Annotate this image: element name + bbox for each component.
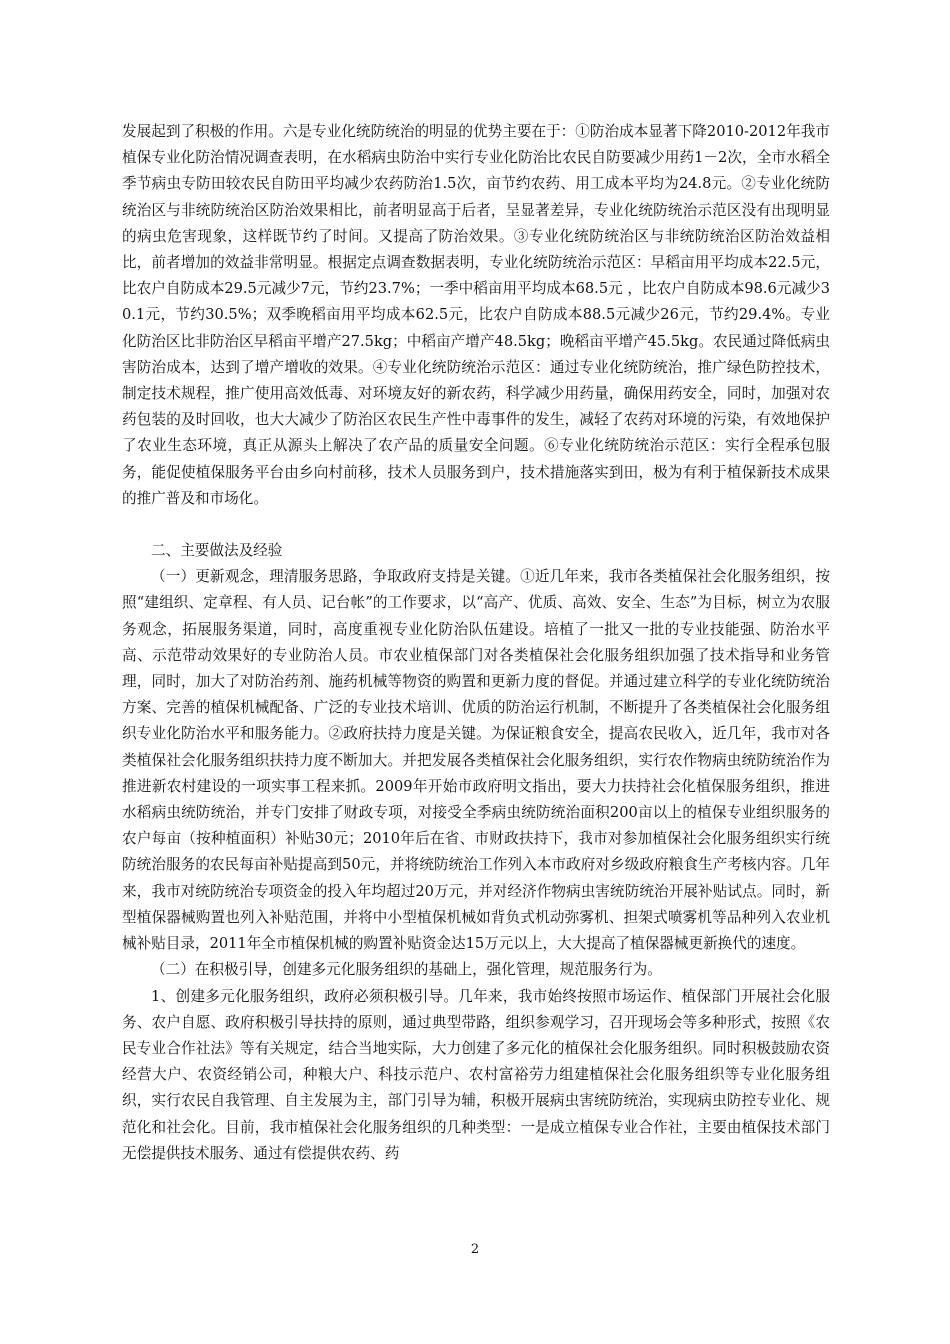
paragraph-update-concepts: （一）更新观念，理清服务思路，争取政府支持是关键。①近几年来，我市各类植保社会化服务组织，按照“建组织、定章程、有人员、记台帐”的工作要求，以“高产、优质、高效、安全、生态”为目标，树立为农服务观念，拓展服务渠道，同时，高度重视专业化防治队伍建设。培植了一批又一批的专业技能强、防治水平高、示范带动效果好的专业防治人员。市农业植保部门对各类植保社会化服务组织加强了技术指导和业务管理，同时，加大了对防治药剂、施药机械等物资的购置和更新力度的督促。并通过建立科学的专业化统防统治方案、完善的植保机械配备、广泛的专业技术培训、优质的防治运行机制，不断提升了各类植保社会化服务组织专业化防治水平和服务能力。②政府扶持力度是关键。为保证粮食安全，提高农民收入，近几年，我市对各类植保社会化服务组织扶持力度不断加大。并把发展各类植保社会化服务组织，实行农作物病虫统防统治作为推进新农村建设的一项实事工程来抓。2009年开始市政府明文指出，要大力扶持社会化植保服务组织，推进水稻病虫统防统治，并专门安排了财政专项，对接受全季病虫统防统治面积200亩以上的植保专业组织服务的农户每亩（按种植面积）补贴30元；2010年后在省、市财政扶持下，我市对参加植保社会化服务组织实行统防统治服务的农民每亩补贴提高到50元，并将统防统治工作列入本市政府对乡级政府粮食生产考核内容。几年来，我市对统防统治专项资金的投入年均超过20万元，并对经济作物病虫害统防统治开展补贴试点。同时，新型植保器械购置也列入补贴范围，并将中小型植保机械如背负式机动弥雾机、担架式喷雾机等品种列入农业机械补贴目录，2011年全市植保机械的购置补贴资金达15万元以上，大大提高了植保器械更新换代的速度。: [122, 568, 830, 953]
document-body: [122, 119, 830, 1167]
page-number: 2: [470, 1242, 480, 1257]
paragraph-subheading-two: （二）在积极引导，创建多元化服务组织的基础上，强化管理，规范服务行为。: [151, 961, 662, 979]
section-heading: 二、主要做法及经验: [151, 542, 283, 560]
paragraph-diversified-organizations: 1、创建多元化服务组织，政府必须积极引导。几年来，我市始终按照市场运作、植保部门开展社会化服务、农户自愿、政府积极引导扶持的原则，通过典型带路，组织参观学习，召开现场会等多种形式，按照《农民专业合作社法》等有关规定，结合当地实际，大力创建了多元化的植保社会化服务组织。同时积极鼓励农资经营大户、农资经销公司，种粮大户、科技示范户、农村富裕劳力组建植保社会化服务组织等专业化服务组织，实行农民自我管理、自主发展为主，部门引导为辅，积极开展病虫害统防统治，实现病虫防控专业化、规范化和社会化。目前，我市植保社会化服务组织的几种类型：一是成立植保专业合作社，主要由植保技术部门无偿提供技术服务、通过有偿提供农药、药: [122, 987, 830, 1162]
paragraph-professional-control-advantages: 发展起到了积极的作用。六是专业化统防统治的明显的优势主要在于：①防治成本显著下降2010-2012年我市植保专业化防治情况调查表明，在水稻病虫防治中实行专业化防治比农民自防要减少用药1－2次，全市水稻全季节病虫专防田较农民自防田平均减少农药防治1.5次，亩节约农药、用工成本平均为24.8元。②专业化统防统治区与非统防统治区防治效果相比，前者明显高于后者，呈显著差异，专业化统防统治示范区没有出现明显的病虫危害现象，这样既节约了时间。又提高了防治效果。③专业化统防统治区与非统防统治区防治效益相比，前者增加的效益非常明显。根据定点调查数据表明，专业化统防统治示范区：早稻亩用平均成本22.5元，比农户自防成本29.5元减少7元，节约23.7%；一季中稻亩用平均成本68.5元 ，比农户自防成本98.6元减少30.1元，节约30.5%；双季晚稻亩用平均成本62.5元，比农户自防成本88.5元减少26元，节约29.4%。专业化防治区比非防治区早稻亩平增产27.5kg；中稻亩产增产48.5kg；晚稻亩平增产45.5kg。农民通过降低病虫害防治成本，达到了增产增收的效果。④专业化统防统治示范区：通过专业化统防统治，推广绿色防控技术，制定技术规程，推广使用高效低毒、对环境友好的新农药，科学减少用药量，确保用药安全，同时，加强对农药包装的及时回收，也大大减少了防治区农民生产性中毒事件的发生，减轻了农药对环境的污染，有效地保护了农业生态环境，真正从源头上解决了农产品的质量安全问题。⑥专业化统防统治示范区：实行全程承包服务，能促使植保服务平台由乡向村前移，技术人员服务到户，技术措施落实到田，极为有利于植保新技术成果的推广普及和市场化。: [122, 123, 830, 507]
